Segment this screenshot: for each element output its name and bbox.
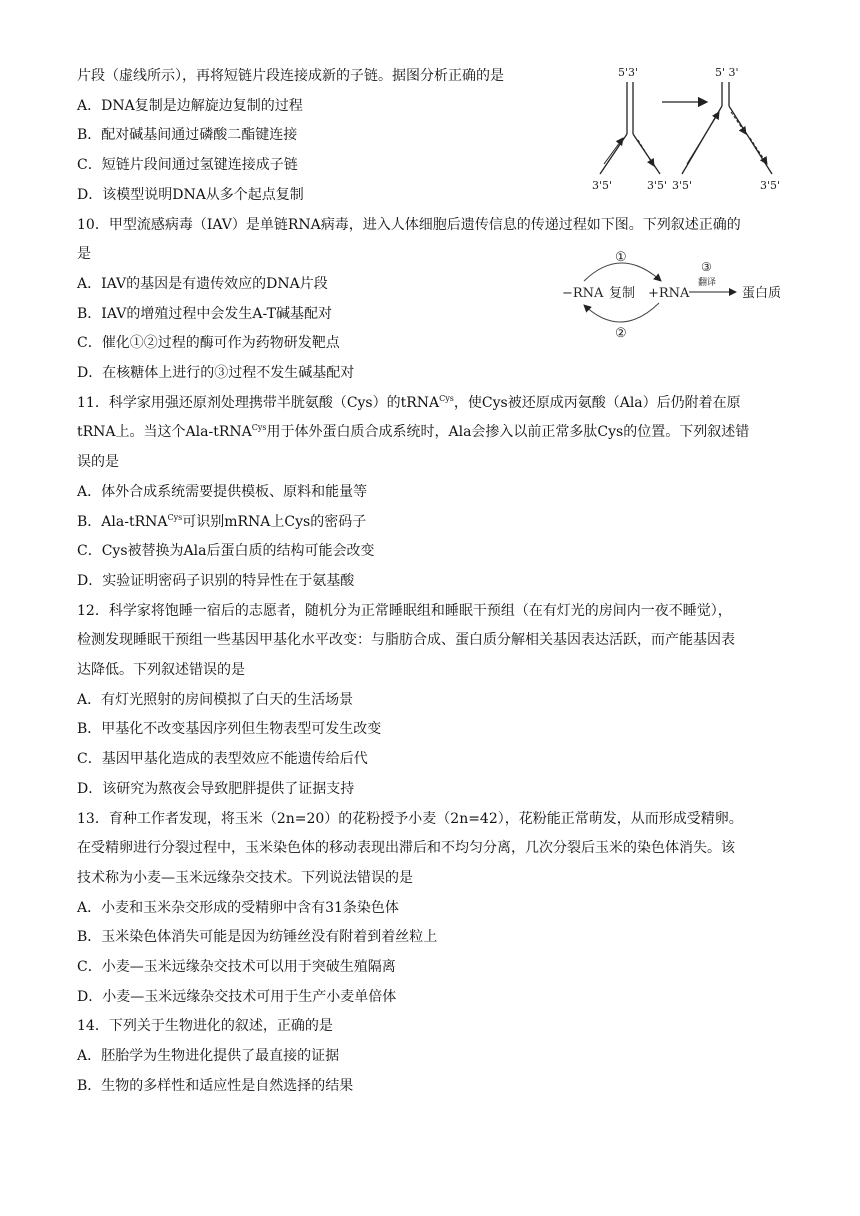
step1-label: ① (615, 250, 627, 265)
text-line: B．生物的多样性和适应性是自然选择的结果 (77, 1077, 354, 1094)
text-line: A．体外合成系统需要提供模板、原料和能量等 (77, 483, 368, 500)
text-line: C．短链片段间通过氢键连接成子链 (77, 157, 298, 174)
text-line: 在受精卵进行分裂过程中，玉米染色体的移动表现出滞后和不均匀分离，几次分裂后玉米的染色体消失。该 (77, 840, 735, 857)
text-line: C．小麦—玉米远缘杂交技术可以用于突破生殖隔离 (77, 959, 396, 975)
text-line: D．在核糖体上进行的③过程不发生碱基配对 (77, 365, 355, 381)
dna-left-top-label: 5'3' (618, 66, 639, 79)
text-line: A．DNA复制是边解旋边复制的过程 (77, 97, 303, 114)
replication-arrow-bottom (584, 303, 659, 322)
right-lagging-strand-2 (750, 138, 767, 164)
superscript: Cys (167, 512, 183, 522)
text-line: B．配对碱基间通过磷酸二酯键连接 (77, 127, 298, 144)
dna-bottom-label-3: 3'5' (672, 179, 693, 192)
dna-bottom-label-4: 3'5' (760, 179, 781, 192)
right-leading-strand (687, 112, 719, 164)
text-line: 检测发现睡眠干预组一些基因甲基化水平改变：与脂肪合成、蛋白质分解相关基因表达活跃，而产能基因表 (77, 632, 735, 649)
text-line: 片段（虚线所示），再将短链片段连接成新的子链。据图分析正确的是 (77, 68, 504, 84)
dna-right-top-label: 5' 3' (715, 66, 739, 79)
step2-label: ② (615, 326, 627, 341)
text-line: C．催化①②过程的酶可作为药物研发靶点 (77, 335, 340, 352)
plus-rna-label: +RNA (648, 286, 690, 301)
text-line: 14．下列关于生物进化的叙述，正确的是 (77, 1018, 333, 1035)
right-lagging-strand-1 (731, 112, 746, 134)
text-line: 技术称为小麦—玉米远缘杂交技术。下列说法错误的是 (77, 869, 413, 886)
dna-bottom-label-2: 3'5' (647, 179, 668, 192)
line-text-after: 可识别mRNA上Cys的密码子 (182, 513, 367, 530)
text-line: 13．育种工作者发现，将玉米（2n=20）的花粉授予小麦（2n=42），花粉能正常萌发，从而形成受精卵。 (77, 810, 743, 827)
superscript: Cys (251, 423, 267, 433)
text-line: A．胚胎学为生物进化提供了最直接的证据 (77, 1048, 340, 1065)
translation-label: 翻译 (698, 278, 717, 288)
line-text-after: 用于体外蛋白质合成系统时，Ala会掺入以前正常多肽Cys的位置。下列叙述错 (266, 424, 750, 441)
text-line: 12．科学家将饱睡一宿后的志愿者，随机分为正常睡眠组和睡眠干预组（在有灯光的房间内一夜不睡觉）， (77, 602, 732, 619)
text-line (77, 422, 749, 442)
text-line: D．该模型说明DNA从多个起点复制 (77, 186, 304, 203)
text-line: D．该研究为熬夜会导致肥胖提供了证据支持 (77, 780, 355, 797)
text-line (77, 393, 741, 413)
protein-label: 蛋白质 (742, 286, 782, 301)
dna-replication-figure (590, 62, 795, 200)
text-line: C．Cys被替换为Ala后蛋白质的结构可能会改变 (77, 543, 375, 560)
step3-label: ③ (701, 260, 712, 274)
minus-rna-label: −RNA (562, 286, 604, 301)
text-line: 误的是 (77, 454, 119, 471)
line-text-before: 11．科学家用强还原剂处理携带半胱氨酸（Cys）的tRNA (77, 394, 440, 411)
text-line: 10．甲型流感病毒（IAV）是单链RNA病毒，进入人体细胞后遗传信息的传递过程如下图。下列叙述正确的 (77, 216, 741, 233)
text-line: D．实验证明密码子识别的特异性在于氨基酸 (77, 572, 355, 589)
replication-arrow-top (584, 263, 661, 281)
text-line (77, 512, 366, 532)
text-line: 达降低。下列叙述错误的是 (77, 662, 245, 678)
line-text-before: tRNA上。当这个Ala-tRNA (77, 424, 252, 441)
text-line: A．有灯光照射的房间模拟了白天的生活场景 (77, 691, 354, 708)
line-text-after: ，使Cys被还原成丙氨酸（Ala）后仍附着在原 (453, 394, 741, 411)
text-line: D．小麦—玉米远缘杂交技术可用于生产小麦单倍体 (77, 988, 397, 1005)
superscript: Cys (439, 393, 454, 403)
text-line: A．小麦和玉米杂交形成的受精卵中含有31条染色体 (77, 899, 399, 916)
rna-flow-figure (556, 245, 796, 345)
text-line: B．IAV的增殖过程中会发生A-T碱基配对 (77, 305, 333, 322)
line-text-before: B．Ala-tRNA (77, 513, 168, 530)
left-leading-strand (604, 138, 623, 164)
text-line: A．IAV的基因是有遗传效应的DNA片段 (77, 275, 328, 292)
text-line: B．玉米染色体消失可能是因为纺锤丝没有附着到着丝粒上 (77, 929, 438, 946)
dna-bottom-label-1: 3'5' (592, 179, 613, 192)
text-line: 是 (77, 246, 91, 263)
text-line: C．基因甲基化造成的表型效应不能遗传给后代 (77, 751, 368, 768)
text-line: B．甲基化不改变基因序列但生物表型可发生改变 (77, 721, 382, 738)
replication-label: 复制 (609, 286, 636, 301)
